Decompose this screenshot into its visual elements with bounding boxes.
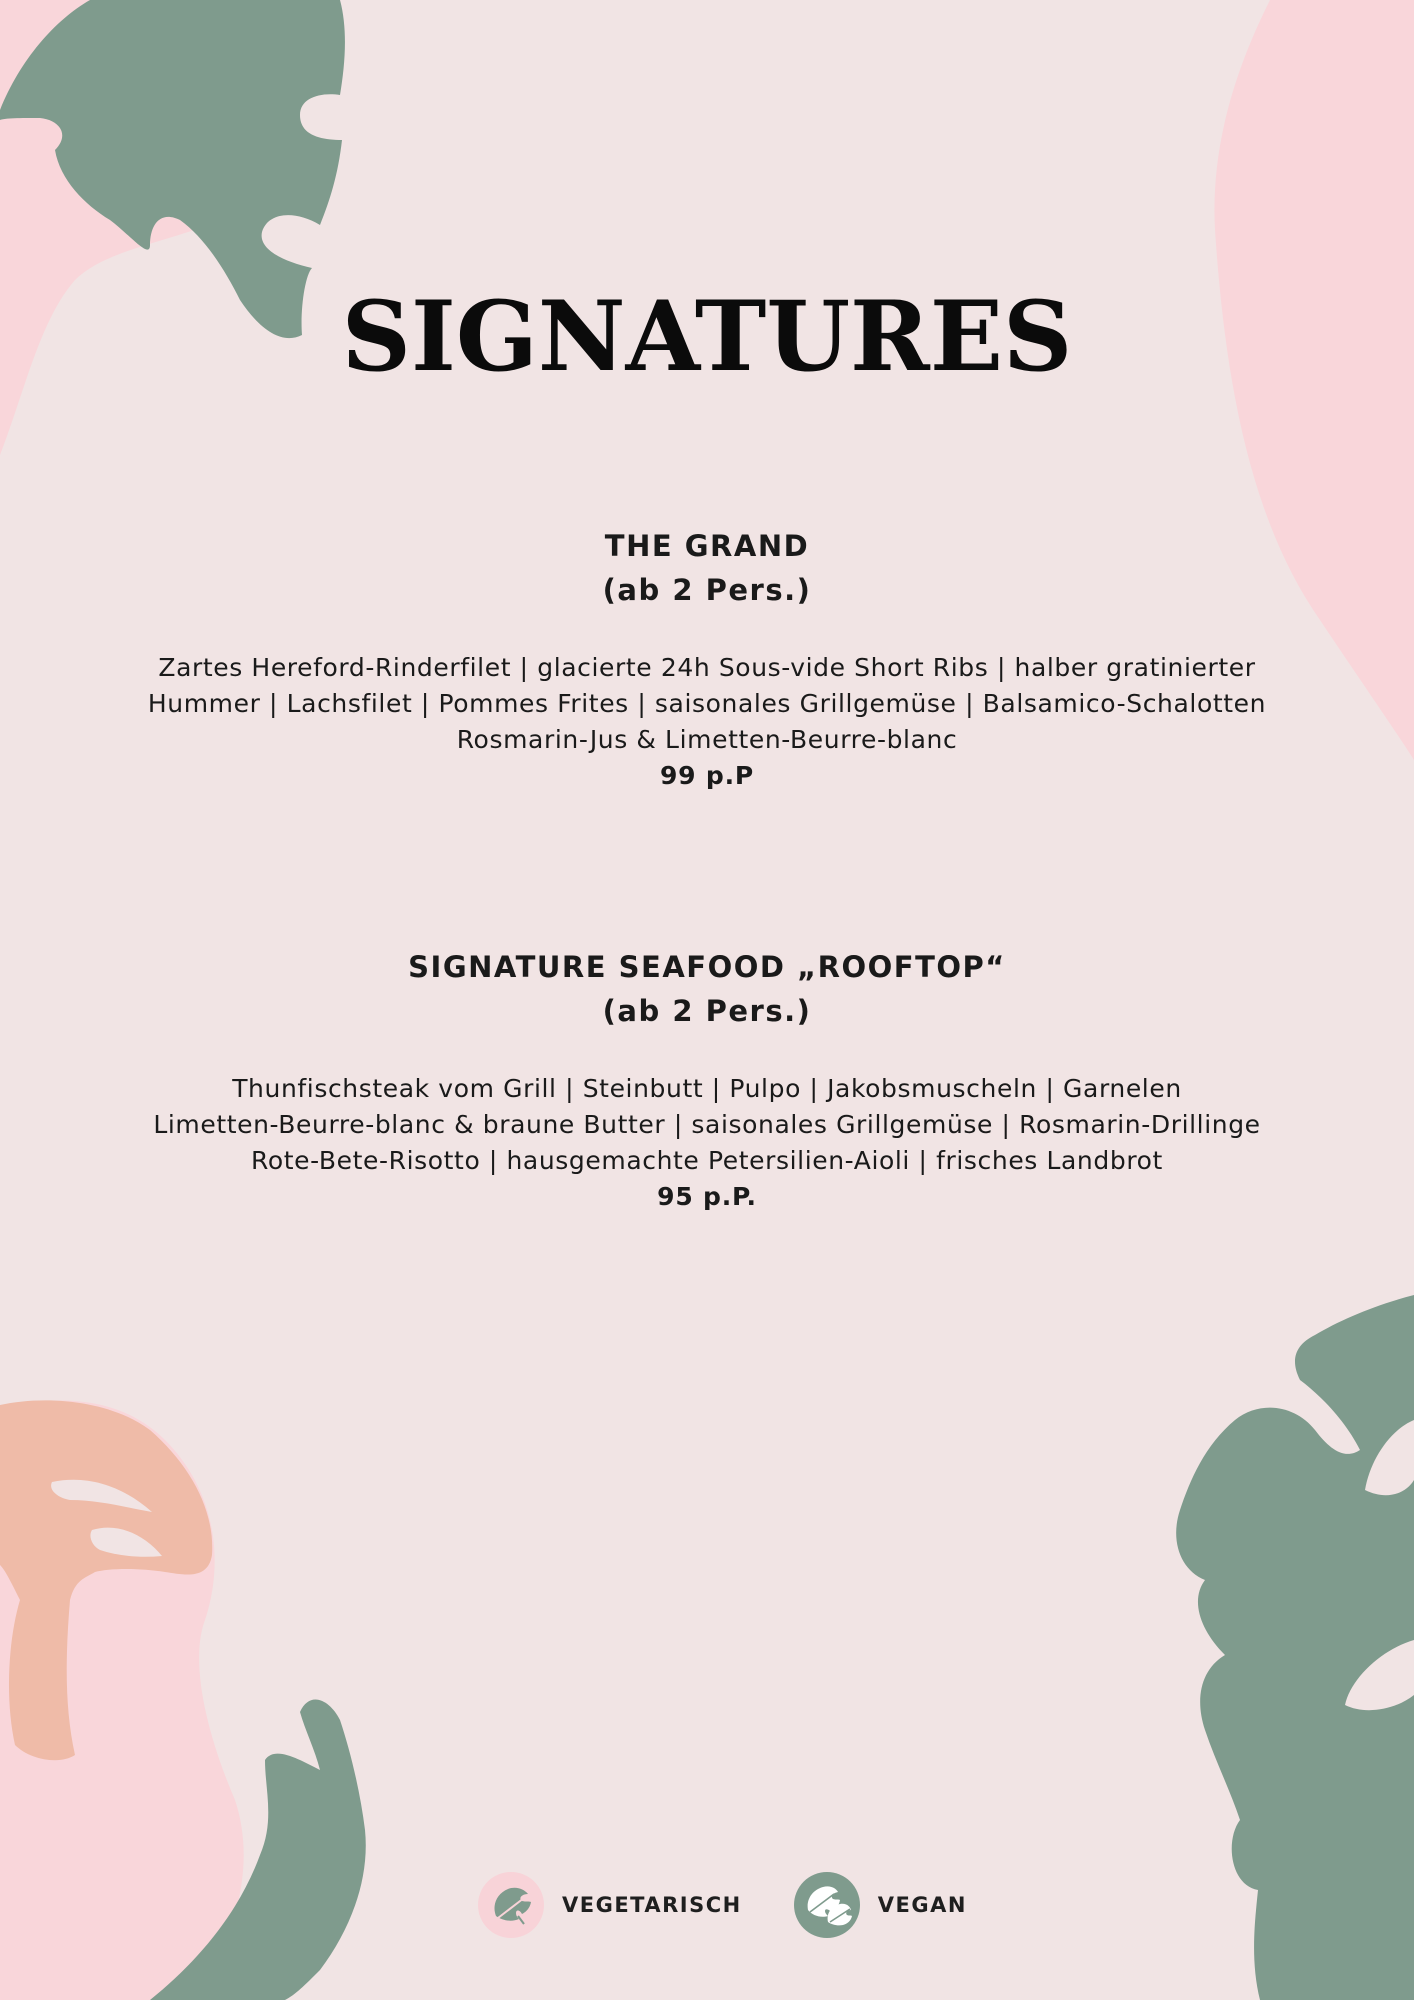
monstera-leaf-icon xyxy=(478,1872,544,1938)
monstera-leaf-icon xyxy=(794,1872,860,1938)
dish-description-line: Limetten-Beurre-blanc & braune Butter | saisonales Grillgemüse | Rosmarin-Drillinge xyxy=(153,1110,1261,1139)
dish-name: SIGNATURE SEAFOOD „ROOFTOP“ xyxy=(408,950,1006,984)
dish-description-line: Rosmarin-Jus & Limetten-Beurre-blanc xyxy=(456,725,958,754)
dish-price: 95 p.P. xyxy=(657,1182,757,1211)
legend-item-vegan xyxy=(794,1872,967,1938)
dish-the-grand xyxy=(0,524,1414,794)
legend-label: VEGETARISCH xyxy=(562,1893,742,1917)
dish-description-line: Thunfischsteak vom Grill | Steinbutt | Pulpo | Jakobsmuscheln | Garnelen xyxy=(232,1074,1182,1103)
dish-serving-note: (ab 2 Pers.) xyxy=(602,994,812,1028)
dish-description xyxy=(0,1071,1414,1179)
dish-price: 99 p.P xyxy=(659,761,754,790)
dish-name: THE GRAND xyxy=(604,529,810,563)
dish-description-line: Hummer | Lachsfilet | Pommes Frites | saisonales Grillgemüse | Balsamico-Schalotten xyxy=(147,689,1267,718)
diet-legend xyxy=(478,1870,967,1940)
dish-description xyxy=(0,650,1414,758)
legend-item-vegetarian xyxy=(478,1872,742,1938)
dish-serving-note: (ab 2 Pers.) xyxy=(602,573,812,607)
dish-description-line: Zartes Hereford-Rinderfilet | glacierte 24h Sous-vide Short Ribs | halber gratinierter xyxy=(158,653,1256,682)
dish-signature-seafood xyxy=(0,945,1414,1215)
dish-description-line: Rote-Bete-Risotto | hausgemachte Petersilien-Aioli | frisches Landbrot xyxy=(251,1146,1163,1175)
page-title: SIGNATURES xyxy=(341,280,1073,393)
legend-label: VEGAN xyxy=(877,1893,967,1917)
